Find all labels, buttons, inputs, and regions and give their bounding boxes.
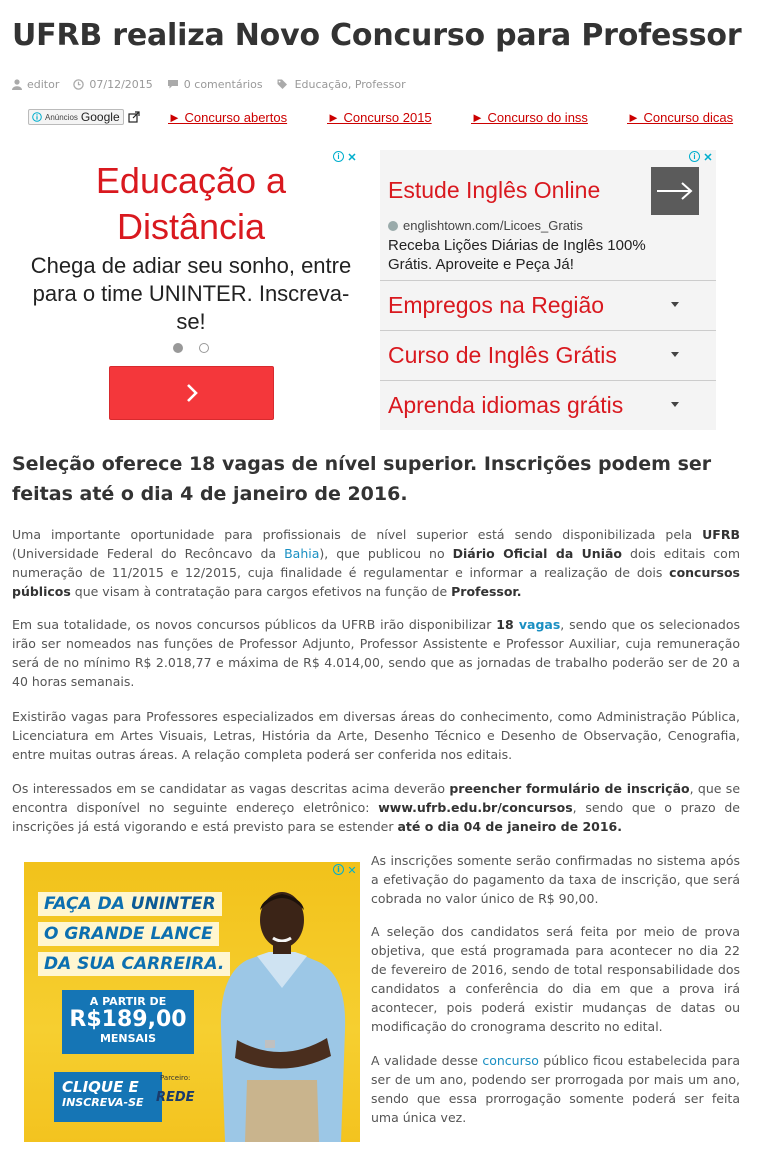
post-meta xyxy=(12,78,406,91)
ad-right-description: Receba Lições Diárias de Inglês 100% Grátis. Aproveite e Peça Já! xyxy=(388,237,646,273)
ad-uninter-text[interactable] xyxy=(30,150,360,430)
paragraph-1: Uma importante oportunidade para profissionais de nível superior está sendo disponibilizada pela UFRB (Universidade Federal do Recôncavo da Bahia), que publicou no Diário Oficial da União dois editais com numeração de 11/2015 e 12/2015, cuja finalidade é regulamentar e informar a realização de dois concursos públicos que visam à contratação para cargos efetivos na função de Professor. xyxy=(12,527,740,599)
link-vagas[interactable]: vagas xyxy=(518,617,561,632)
adchoices-icon[interactable]: i xyxy=(689,151,700,162)
ad-right-url[interactable]: englishtown.com/Licoes_Gratis xyxy=(388,218,583,233)
category-professor[interactable]: Professor xyxy=(354,78,406,91)
user-icon xyxy=(12,79,22,90)
carousel-dots xyxy=(173,343,209,353)
ad-choices-banner[interactable] xyxy=(333,864,358,876)
carousel-dot-active[interactable] xyxy=(173,343,183,353)
comments-meta[interactable] xyxy=(167,78,263,91)
author-meta[interactable] xyxy=(12,78,59,91)
ad-right-arrow-button[interactable] xyxy=(651,167,699,215)
article-title: UFRB realiza Novo Concurso para Professor xyxy=(12,18,742,53)
adchoices-icon[interactable]: i xyxy=(333,151,344,162)
tags-icon xyxy=(277,79,290,90)
paragraph-2: Em sua totalidade, os novos concursos públicos da UFRB irão disponibilizar 18 vagas, sendo que os selecionados irão ser nomeados nas funções de Professor Adjunto, Professor Assistente e Professor Auxiliar, cuja remuneração será de no mínimo R$ 2.018,77 e máxima de R$ 4.014,00, sendo que as jornadas de trabalho poderão ser de 20 a 40 horas semanais. xyxy=(12,617,740,689)
paragraph-4: Os interessados em se candidatar as vagas descritas acima deverão preencher formulário de inscrição, que se encontra disponível no seguinte endereço eletrônico: www.ufrb.edu.br/concursos, sendo que o prazo de inscrições já está vigorando e está previsto para se estender até o dia 04 de janeiro de 2016. xyxy=(12,781,741,834)
category-educacao[interactable]: Educação xyxy=(294,78,348,91)
ad-links-bar xyxy=(28,108,748,128)
arrow-right-icon xyxy=(656,181,694,201)
ad-englishtown[interactable] xyxy=(380,150,716,430)
banner-cta-button[interactable]: CLIQUE E INSCREVA-SE xyxy=(54,1072,162,1122)
paragraph-7: A validade desse concurso público ficou estabelecida para ser de um ano, podendo ser prorrogada por mais um ano, sendo que essa prorrogação somente poderá ser feita uma única vez. xyxy=(371,1053,740,1125)
ad-headline[interactable]: Educação a Distância xyxy=(95,160,287,247)
ad-body: Chega de adiar seu sonho, entre para o time UNINTER. Inscreva-se! xyxy=(30,253,352,334)
ad-go-button[interactable] xyxy=(109,366,274,420)
comments-count: 0 comentários xyxy=(183,78,263,91)
caret-down-icon xyxy=(671,402,679,407)
banner-partner-label: Parceiro: xyxy=(160,1074,191,1082)
close-icon[interactable]: ✕ xyxy=(347,863,357,877)
close-icon[interactable]: ✕ xyxy=(347,151,357,164)
carousel-dot[interactable] xyxy=(199,343,209,353)
ad-row-curso-ingles[interactable]: Curso de Inglês Grátis xyxy=(380,330,716,380)
external-link-icon xyxy=(128,111,140,123)
adchoices-icon[interactable]: i xyxy=(333,864,344,875)
post-date: 07/12/2015 xyxy=(89,78,153,91)
comment-icon xyxy=(167,79,179,90)
banner-partner-logo: REDE xyxy=(156,1090,195,1105)
ad-link-concurso-abertos[interactable]: ► Concurso abertos xyxy=(168,110,288,125)
clock-icon xyxy=(73,79,84,90)
paragraph-3: Existirão vagas para Professores especializados em diversas áreas do conhecimento, como Administração Pública, Licenciatura em Artes Visuais, Letras, História da Arte, Desenho Técnico e Desenho de Observação, Cenografia, entre muitas outras áreas. A relação completa poderá ser conferida nos editais. xyxy=(12,709,740,762)
banner-line-2: O GRANDE LANCE xyxy=(38,922,219,946)
link-bahia[interactable]: Bahia xyxy=(284,546,320,561)
article-subtitle: Seleção oferece 18 vagas de nível superior. Inscrições podem ser feitas até o dia 4 de janeiro de 2016. xyxy=(12,453,712,505)
ad-banner-uninter[interactable] xyxy=(24,862,360,1142)
ad-link-concurso-dicas[interactable]: ► Concurso dicas xyxy=(627,110,734,125)
ad-row-empregos[interactable]: Empregos na Região xyxy=(380,280,716,330)
globe-icon xyxy=(388,221,398,231)
banner-line-3: DA SUA CARREIRA. xyxy=(38,952,230,976)
link-concurso[interactable]: concurso xyxy=(482,1053,539,1068)
paragraph-6: A seleção dos candidatos será feita por meio de prova objetiva, que está programada para acontecer no dia 22 de fevereiro de 2016, sendo de total responsabilidade dos candidatos a conferência do dia em que a prova irá acontecer, pois poderá existir mudanças de datas ou modificação do cronograma descrito no edital. xyxy=(371,924,740,1034)
date-meta xyxy=(73,78,152,91)
info-icon xyxy=(32,112,42,122)
paragraph-5: As inscrições somente serão confirmadas no sistema após a efetivação do pagamento da taxa de inscrição, que será cobrada no valor único de R$ 90,00. xyxy=(371,853,740,906)
ad-link-concurso-2015[interactable]: ► Concurso 2015 xyxy=(327,110,432,125)
ad-right-headline[interactable]: Estude Inglês Online xyxy=(388,177,601,203)
caret-down-icon xyxy=(671,352,679,357)
ad-row-aprenda-idiomas[interactable]: Aprenda idiomas grátis xyxy=(380,380,716,430)
banner-line-1: FAÇA DA UNINTER xyxy=(38,892,222,916)
category-meta: Educação, Professor xyxy=(277,78,406,91)
banner-price-box: A PARTIR DE R$189,00 MENSAIS xyxy=(62,990,194,1054)
google-ads-tag[interactable]: Anúncios Google xyxy=(28,109,140,125)
ad-link-concurso-inss[interactable]: ► Concurso do inss xyxy=(471,110,588,125)
person-photo xyxy=(207,880,357,1142)
close-icon[interactable]: ✕ xyxy=(703,151,713,164)
author-name: editor xyxy=(27,78,60,91)
chevron-right-icon xyxy=(185,383,199,403)
caret-down-icon xyxy=(671,302,679,307)
